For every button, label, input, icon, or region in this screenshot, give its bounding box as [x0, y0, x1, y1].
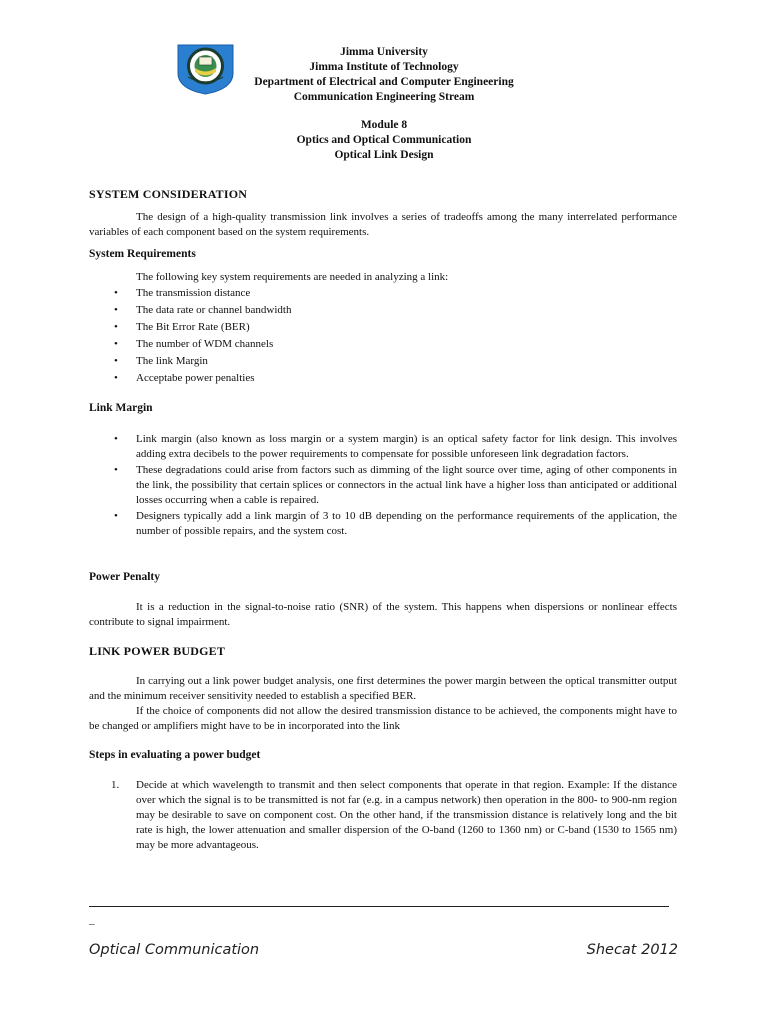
list-item	[89, 778, 677, 853]
link-power-budget-para-1: In carrying out a link power budget analysis, one first determines the power margin between the optical transmitter output and the minimum receiver sensitivity needed to establish a specified BER.	[89, 675, 677, 702]
stream-name: Communication Engineering Stream	[293, 91, 475, 103]
list-item: • These degradations could arise from factors such as dimming of the light source over time, aging of other components in the link, the possibility that certain splices or connectors in the actual link have a higher loss than anticipated or additional losses occurring when a cable is repaired.	[114, 464, 677, 506]
bullet-icon: •	[114, 287, 118, 299]
system-requirements-list	[89, 286, 677, 388]
department-name: Department of Electrical and Computer Engineering	[254, 76, 514, 88]
bullet-icon: •	[114, 321, 118, 333]
bullet-icon: •	[114, 510, 118, 522]
list-item: • Acceptabe power penalties	[114, 372, 255, 384]
section-heading-system-consideration: SYSTEM CONSIDERATION	[89, 187, 248, 201]
section-heading-link-power-budget: LINK POWER BUDGET	[89, 644, 226, 658]
bullet-icon: •	[114, 433, 118, 445]
footer-dash: _	[89, 914, 95, 926]
section-heading-power-penalty: Power Penalty	[89, 571, 161, 583]
link-margin-list	[89, 432, 677, 540]
system-consideration-text: The design of a high-quality transmission link involves a series of tradeoffs among the many interrelated performance variables of each component based on the system requirements.	[89, 211, 677, 238]
list-item: • The number of WDM channels	[114, 338, 274, 350]
topic-title: Optical Link Design	[334, 149, 434, 161]
university-name: Jimma University	[340, 46, 428, 58]
bullet-icon: •	[114, 304, 118, 316]
list-item: • Link margin (also known as loss margin or a system margin) is an optical safety factor for link design. This involves adding extra decibels to the power requirements to compensate for possible unforeseen link degradation factors.	[114, 433, 677, 460]
section-heading-system-requirements: System Requirements	[89, 248, 196, 260]
header-module	[0, 118, 768, 163]
section-heading-link-margin: Link Margin	[89, 402, 153, 414]
list-item: • The link Margin	[114, 355, 208, 367]
bullet-icon: •	[114, 372, 118, 384]
list-item: • The Bit Error Rate (BER)	[114, 321, 250, 333]
link-power-budget-para-2: If the choice of components did not allow the desired transmission distance to be achieved, the components might have to be changed or amplifiers might have to be in incorporated into the link	[89, 705, 677, 732]
institute-name: Jimma Institute of Technology	[309, 61, 459, 73]
steps-list	[89, 778, 677, 853]
list-item: • The transmission distance	[114, 287, 251, 299]
list-item: • The data rate or channel bandwidth	[114, 304, 292, 316]
bullet-icon: •	[114, 464, 118, 476]
system-requirements-intro: The following key system requirements are needed in analyzing a link:	[136, 271, 449, 283]
header-institution	[0, 45, 768, 105]
step-text: Decide at which wavelength to transmit and then select components that operate in that region. Example: If the distance over which the signal is to be transmitted is not far (e.g. in a campus network) then operation in the 800- to 900-nm region may be desirable to save on component cost. On the other hand, if the transmission distance is relatively long and the bit rate is high, the lower attenuation and smaller dispersion of the O-band (1260 to 1360 nm) or C-band (1530 to 1565 nm) may be more advantageous.	[136, 779, 677, 851]
footer-left-text: Optical Communication	[89, 942, 260, 958]
course-title: Optics and Optical Communication	[296, 134, 472, 146]
bullet-icon: •	[114, 338, 118, 350]
list-item: • Designers typically add a link margin of 3 to 10 dB depending on the performance requirements of the application, the number of possible repairs, and the system cost.	[114, 510, 677, 537]
bullet-icon: •	[114, 355, 118, 367]
step-number: 1.	[111, 779, 120, 791]
section-heading-steps: Steps in evaluating a power budget	[89, 749, 261, 761]
footer-divider	[89, 906, 669, 907]
power-penalty-text: It is a reduction in the signal-to-noise ratio (SNR) of the system. This happens when dispersions or nonlinear effects contribute to signal impairment.	[89, 601, 677, 628]
module-title: Module 8	[360, 119, 408, 131]
footer-right-text: Shecat 2012	[586, 942, 678, 958]
